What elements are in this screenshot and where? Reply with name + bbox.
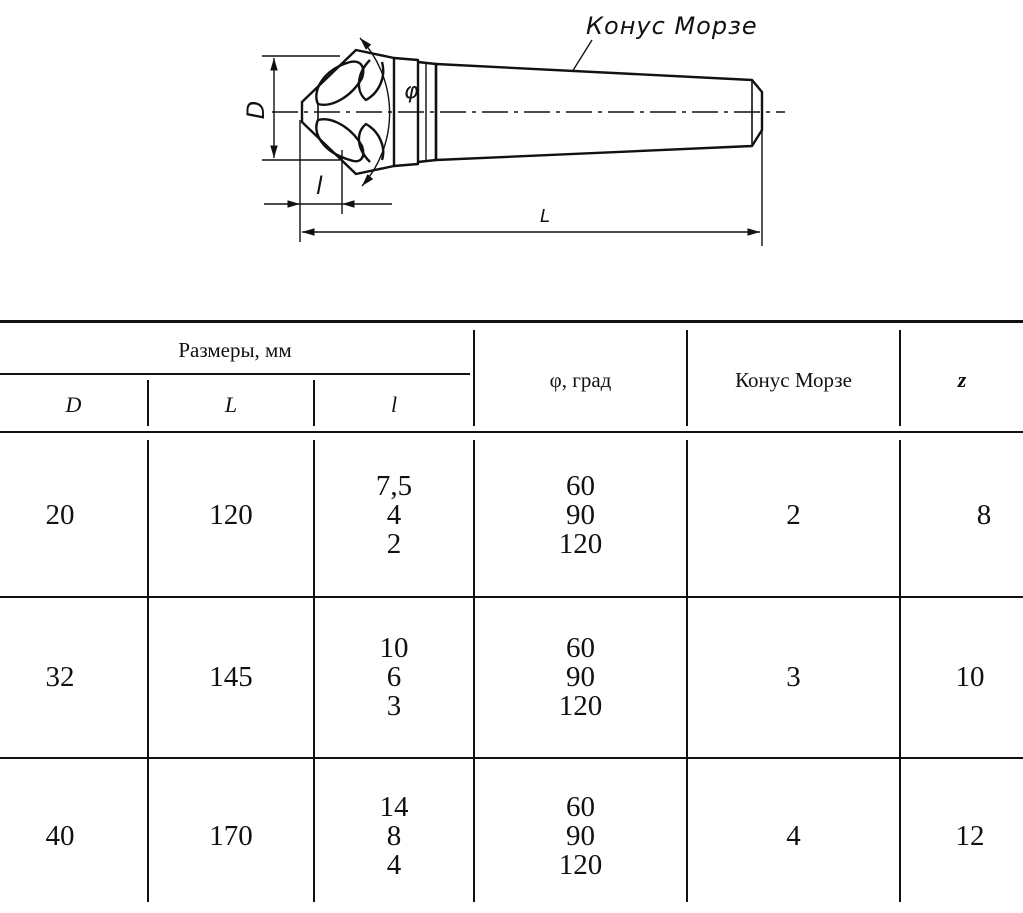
row2-l-1: 10	[379, 632, 409, 664]
row1-D: 20	[45, 498, 75, 531]
row2-l-2: 6	[386, 661, 402, 693]
row2-phi-1: 60	[566, 632, 595, 664]
row2-l-3: 3	[386, 690, 402, 722]
header-phi: φ, град	[549, 367, 612, 392]
row2-phi-3: 120	[558, 690, 603, 722]
dim-label-D: D	[242, 100, 270, 120]
row1-phi	[475, 434, 686, 596]
header-D: D	[65, 392, 82, 417]
row2-phi	[475, 598, 686, 757]
row1-phi-1: 60	[566, 469, 595, 502]
row2-L: 145	[209, 661, 253, 693]
row1-z: 8	[976, 498, 992, 531]
header-bottom-rule	[0, 431, 1023, 433]
row1-l	[315, 434, 473, 596]
row3-l-1: 14	[379, 790, 409, 823]
header-L: L	[224, 392, 238, 417]
row2-phi-2: 90	[566, 661, 595, 693]
row3-z: 12	[955, 819, 985, 852]
header-morse-taper: Конус Морзе	[735, 367, 852, 392]
countersink-drawing	[0, 0, 1023, 270]
row3-D: 40	[45, 819, 75, 852]
row1-l-2: 4	[386, 498, 402, 531]
row2-l	[315, 598, 473, 757]
row3-morse: 4	[786, 819, 801, 852]
row1-l-3: 2	[386, 527, 402, 560]
row1-L: 120	[209, 498, 253, 531]
row1-phi-2: 90	[566, 498, 595, 531]
row3-phi-3: 120	[558, 848, 603, 881]
morse-taper-caption: Конус Морзе	[586, 12, 758, 40]
header-l: l	[390, 392, 398, 417]
dim-label-l: l	[316, 172, 323, 200]
row2-morse: 3	[786, 661, 801, 693]
header-dimensions: Размеры, мм	[178, 337, 292, 362]
row3-L: 170	[209, 819, 253, 852]
row3-phi	[475, 759, 686, 913]
row3-l-3: 4	[386, 848, 402, 881]
row3-l-2: 8	[386, 819, 402, 852]
group-header-rule	[0, 373, 470, 375]
row1-l-1: 7,5	[375, 469, 413, 502]
row1-morse: 2	[786, 498, 801, 531]
dim-label-phi: φ	[404, 79, 419, 104]
header-z: z	[957, 367, 967, 392]
row3-phi-2: 90	[566, 819, 595, 852]
row2-z: 10	[955, 661, 985, 693]
row3-phi-1: 60	[566, 790, 595, 823]
row2-D: 32	[45, 661, 75, 693]
row1-phi-3: 120	[558, 527, 603, 560]
row3-l	[315, 759, 473, 913]
table-top-rule	[0, 320, 1023, 323]
caption-leader	[572, 40, 592, 72]
dim-label-L: L	[540, 206, 551, 227]
